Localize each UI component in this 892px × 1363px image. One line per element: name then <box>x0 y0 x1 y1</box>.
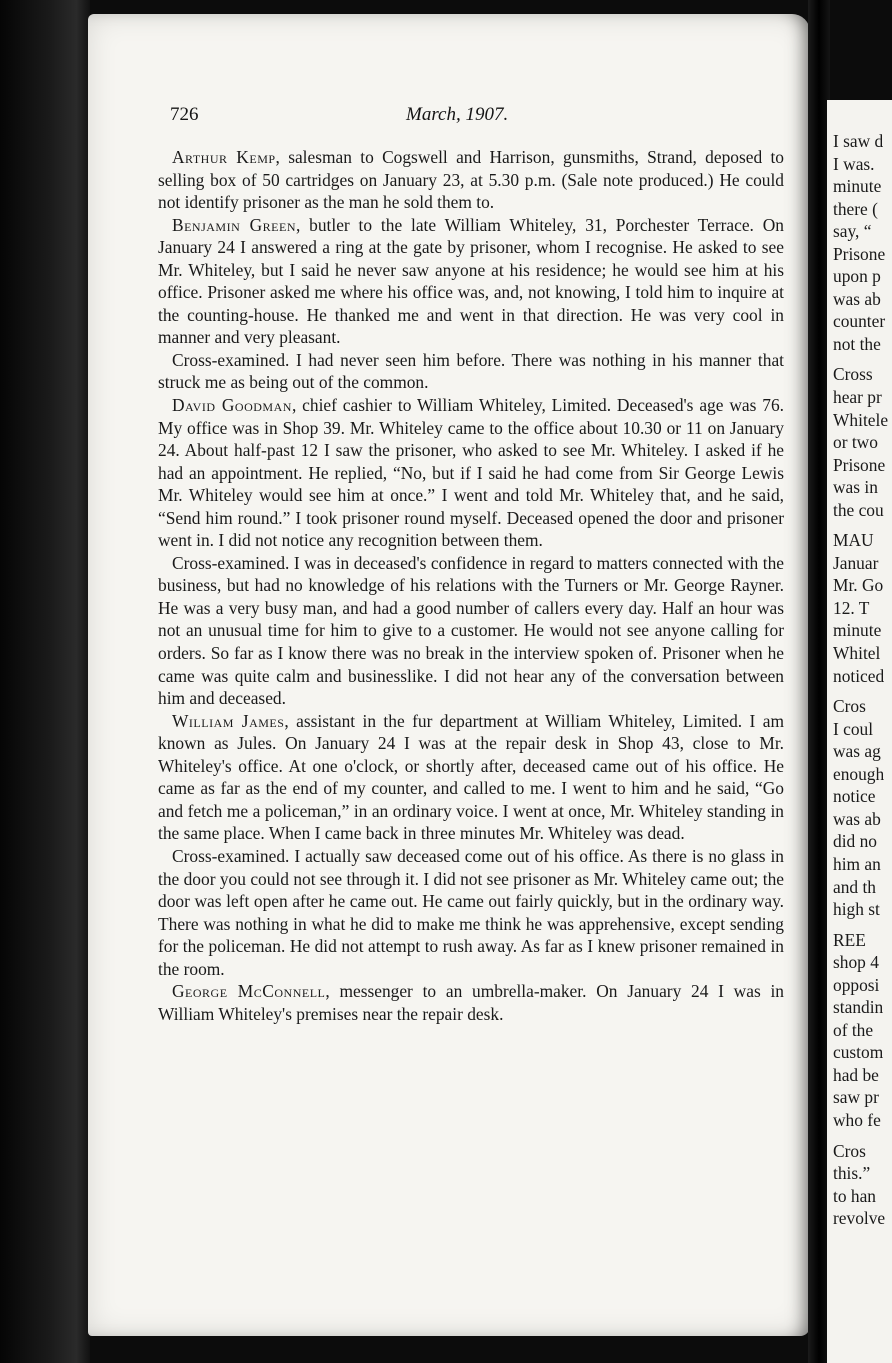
right-page-line: had be <box>833 1064 879 1085</box>
running-head-date: March, 1907. <box>406 104 509 125</box>
witness-name: George McConnell <box>172 981 326 1002</box>
line-gap <box>833 521 892 529</box>
paragraph <box>158 552 784 710</box>
right-page-line: noticed <box>833 665 885 686</box>
right-page-line: Cros <box>833 696 866 717</box>
paragraph-text: , chief cashier to William Whiteley, Limited. Deceased's age was 76. My office was in Shop 39. Mr. Whiteley came to the office about 10.30 or 11 on January 24. About half-past 12 I saw the prisoner, who asked to see Mr. Whiteley. I asked if he had an appointment. He replied, “No, but if I said he had come from Sir George Lewis Mr. Whiteley would see him at once.” I went and told Mr. Whiteley that, and he said, “Send him round.” I took prisoner round myself. Deceased opened the door and prisoner went in. I did not notice any recognition between them. <box>158 395 784 551</box>
page-body <box>158 146 784 1025</box>
right-page-line: notice <box>833 786 876 807</box>
paragraph-text: , messenger to an umbrella-maker. On January 24 I was in William Whiteley's premises near the repair desk. <box>158 981 784 1024</box>
right-page-text-fragment <box>833 130 892 1230</box>
right-page-line: standin <box>833 997 884 1018</box>
right-page-line: was ab <box>833 808 881 829</box>
right-page-line: not the <box>833 333 881 354</box>
right-page-line: minute <box>833 620 882 641</box>
paragraph-text: Cross-examined. I was in deceased's confidence in regard to matters connected with the business, but had no knowledge of his relations with the Turners or Mr. George Rayner. He was a very busy man, and had a good number of callers every day. Half an hour was not an unusual time for him to give to a customer. He would not see anyone calling for orders. So far as I know there was no break in the interview spoken of. Prisoner when he came was quite calm and businesslike. I did not hear any of the conversation between him and deceased. <box>158 552 784 709</box>
right-page-line: Cross <box>833 364 873 385</box>
paragraph <box>158 394 784 552</box>
right-page-line: counter <box>833 311 886 332</box>
paragraph <box>158 214 784 349</box>
paragraph <box>158 845 784 980</box>
page-header <box>170 104 790 136</box>
paragraph-text: Cross-examined. I actually saw deceased come out of his office. As there is no glass in the door you could not see through it. I did not see prisoner as Mr. Whiteley came out; the door was left open after he came out. He came out fairly quickly, but in the ordinary way. There was nothing in what he did to make me think he was apprehensive, except sending for the policeman. He did not attempt to rush away. As far as I knew prisoner remained in the room. <box>158 845 784 979</box>
book-page-right <box>827 100 892 1363</box>
right-page-line: or two <box>833 432 878 453</box>
right-page-line: him an <box>833 853 881 874</box>
right-page-line: to han <box>833 1185 876 1206</box>
right-page-line: of the <box>833 1019 874 1040</box>
right-page-line: MAU <box>833 530 874 551</box>
right-page-line: Januar <box>833 552 879 573</box>
right-page-line: Whitele <box>833 409 889 430</box>
right-page-line: custom <box>833 1042 884 1063</box>
right-page-line: was ab <box>833 288 881 309</box>
right-page-line: minute <box>833 176 882 197</box>
right-page-line: I coul <box>833 718 874 739</box>
right-page-line: I was. <box>833 153 875 174</box>
book-page-left <box>88 14 810 1336</box>
right-page-line: Whitel <box>833 643 881 664</box>
witness-name: William James <box>172 710 285 731</box>
witness-name: David Goodman <box>172 395 292 416</box>
right-page-line: and th <box>833 876 876 897</box>
right-page-line: I saw d <box>833 131 884 151</box>
right-page-line: upon p <box>833 266 881 287</box>
line-gap <box>833 687 892 695</box>
paragraph <box>158 349 784 394</box>
right-page-line: there ( <box>833 198 878 219</box>
line-gap <box>833 1132 892 1140</box>
right-page-line: Mr. Go <box>833 575 884 596</box>
right-page-line: enough <box>833 763 885 784</box>
scan-border-left <box>0 0 90 1363</box>
right-page-line: REE <box>833 929 866 950</box>
right-page-line: did no <box>833 831 877 852</box>
right-page-line: Prisone <box>833 454 886 475</box>
right-page-line: opposi <box>833 974 880 995</box>
paragraph <box>158 980 784 1025</box>
right-page-line: high st <box>833 899 880 920</box>
right-page-line: revolve <box>833 1208 886 1229</box>
right-page-line: was in <box>833 477 878 498</box>
line-gap <box>833 921 892 929</box>
right-page-line: this.” <box>833 1163 871 1184</box>
right-page-line: shop 4 <box>833 952 879 973</box>
right-page-line: was ag <box>833 741 881 762</box>
right-page-line: the cou <box>833 499 884 520</box>
right-page-line: Prisone <box>833 243 886 264</box>
witness-name: Arthur Kemp <box>172 147 276 167</box>
paragraph-text: , assistant in the fur department at William Whiteley, Limited. I am known as Jules. On January 24 I was at the repair desk in Shop 43, close to Mr. Whiteley's office. At one o'clock, or shortly after, deceased came out of his office. He came as far as the end of my counter, and called to me. I went to him and he said, “Go and fetch me a policeman,” in an ordinary voice. I went at once, Mr. Whiteley standing in the same place. When I came back in three minutes Mr. Whiteley was dead. <box>158 710 784 844</box>
right-page-line: say, “ <box>833 221 872 242</box>
paragraph-text: , salesman to Cogswell and Harrison, gunsmiths, Strand, deposed to selling box of 50 cartridges on January 23, at 5.30 p.m. (Sale note produced.) He could not identify prisoner as the man he sold them to. <box>158 147 784 213</box>
paragraph <box>158 146 784 214</box>
paragraph-text: Cross-examined. I had never seen him before. There was nothing in his manner that struck me as being out of the common. <box>158 349 784 393</box>
right-page-line: hear pr <box>833 387 882 408</box>
page-number: 726 <box>170 104 199 125</box>
line-gap <box>833 355 892 363</box>
witness-name: Benjamin Green <box>172 214 296 235</box>
right-page-line: Cros <box>833 1140 866 1161</box>
right-page-line: 12. T <box>833 597 870 618</box>
paragraph <box>158 710 784 845</box>
right-page-line: who fe <box>833 1109 881 1130</box>
paragraph-text: , butler to the late William Whiteley, 31, Porchester Terrace. On January 24 I answered a ring at the gate by prisoner, whom I recognise. He asked to see Mr. Whiteley, but I said he never saw anyone at his residence; he would see him at his office. Prisoner asked me where his office was, and, not knowing, I told him to inquire at the counting-house. He thanked me and went in that direction. He was very cool in manner and very pleasant. <box>158 214 784 348</box>
right-page-line: saw pr <box>833 1087 879 1108</box>
